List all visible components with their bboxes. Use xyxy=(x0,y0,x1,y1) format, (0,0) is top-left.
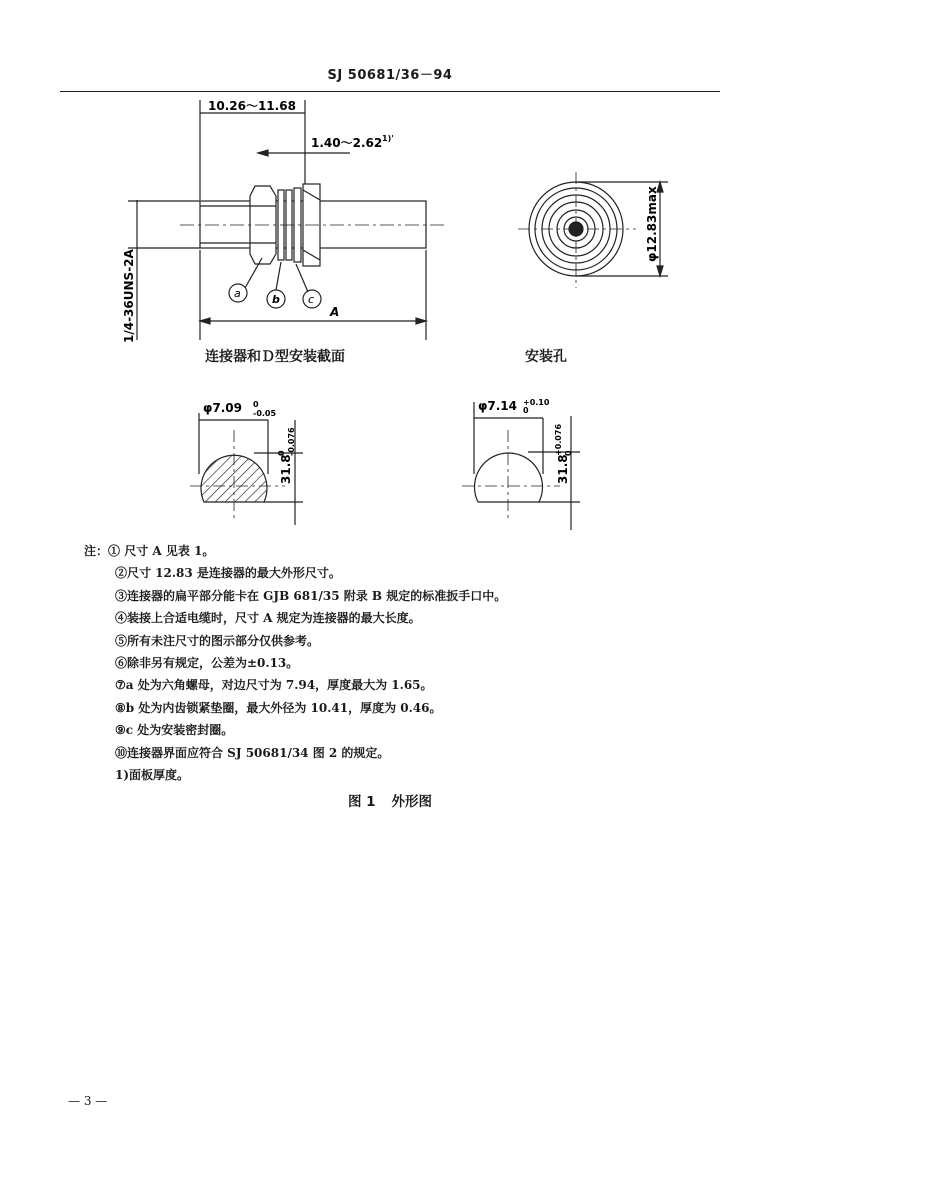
note-item-8: ⑧b 处为内齿锁紧垫圈，最大外径为 10.41，厚度为 0.46。 xyxy=(115,700,442,715)
notes-block xyxy=(84,540,506,786)
right-flat-tol-upper: +0.076 xyxy=(554,423,563,456)
dim-length-label: 10.26～11.68 xyxy=(208,99,296,113)
figure-title xyxy=(0,790,780,810)
thread-label: 1/4-36UNS-2A xyxy=(122,249,136,343)
notes-label: 注： xyxy=(84,544,109,558)
note-item-6: ⑥除非另有规定，公差为±0.13。 xyxy=(115,656,299,671)
dim-diameter-max-label: φ12.83max xyxy=(645,186,659,262)
note-item-7: ⑦a 处为六角螺母，对边尺寸为 7.94，厚度最大为 1.65。 xyxy=(115,678,433,693)
callout-c-label: c xyxy=(308,293,315,306)
left-flat-tol-upper: 0 xyxy=(277,450,286,456)
right-dia-label: φ7.14 xyxy=(478,399,517,413)
note-item-5: ⑤所有未注尺寸的图示部分仅供参考。 xyxy=(115,633,320,648)
right-flat-label: 31.8 xyxy=(556,454,570,484)
standard-number-header: SJ 50681/36－94 xyxy=(327,68,453,83)
note-item-4: ④装接上合适电缆时，尺寸 A 规定为连接器的最大长度。 xyxy=(115,611,421,626)
figure-name: 外形图 xyxy=(391,794,433,810)
footnote-1: 1)面板厚度。 xyxy=(115,768,190,783)
dim-panel-label: 1.40～2.62 xyxy=(311,136,383,150)
left-dia-label: φ7.09 xyxy=(203,401,242,415)
note-item-3: ③连接器的扁平部分能卡在 GJB 681/35 附录 B 规定的标准扳手口中。 xyxy=(115,588,507,603)
callout-a-label: a xyxy=(234,287,241,300)
left-dia-tol-upper: 0 xyxy=(253,400,259,409)
callout-b-label: b xyxy=(272,293,280,306)
note-item-10: ⑩连接器界面应符合 SJ 50681/34 图 2 的规定。 xyxy=(115,745,390,760)
figure-bottom-drawing xyxy=(0,380,950,540)
right-flat-tol-lower: 0 xyxy=(564,450,573,456)
left-flat-label: 31.8 xyxy=(279,454,293,484)
dim-panel-sup: 1)' xyxy=(382,134,394,143)
note-item-9: ⑨c 处为安装密封圈。 xyxy=(115,723,234,738)
page-number: — 3 — xyxy=(68,1094,108,1108)
right-dia-tol-lower: 0 xyxy=(523,406,529,415)
dim-A-label: A xyxy=(330,305,340,319)
arrow-panel xyxy=(258,150,268,156)
caption-mounting-hole: 安装孔 xyxy=(525,349,567,365)
note-item-2: ②尺寸 12.83 是连接器的最大外形尺寸。 xyxy=(115,566,341,581)
figure-number: 图 1 xyxy=(347,794,376,810)
left-flat-tol-lower: -0.076 xyxy=(287,427,296,456)
caption-connector-section: 连接器和Ｄ型安装截面 xyxy=(205,349,345,365)
left-dia-tol-lower: -0.05 xyxy=(253,409,277,418)
note-item-1: 注：① 尺寸 A 见表 1。 xyxy=(84,544,215,558)
right-dia-tol-upper: +0.10 xyxy=(523,398,550,407)
